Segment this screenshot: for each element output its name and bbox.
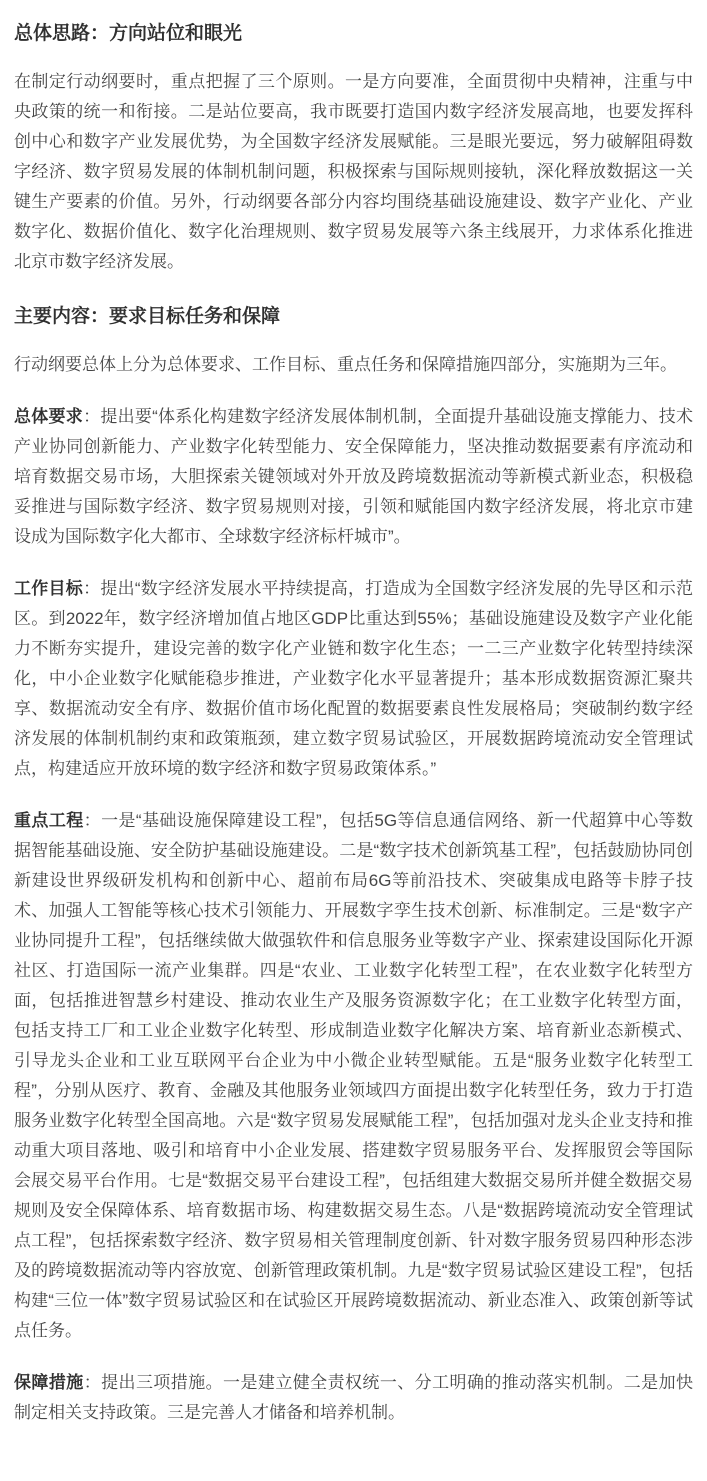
- text-overall-requirements: ：提出要“体系化构建数字经济发展体制机制，全面提升基础设施支撑能力、技术产业协同创新能力、产业数字化转型能力、安全保障能力，坚决推动数据要素有序流动和培育数据交易市场，大胆探索关键领域对外开放及跨境数据流动等新模式新业态，积极稳妥推进与国际数字经济、数字贸易规则对接，引领和赋能国内数字经济发展，将北京市建设成为国际数字化大都市、全球数字经济标杆城市”。: [14, 407, 693, 546]
- paragraph-key-projects: [14, 806, 693, 1346]
- paragraph-outline-structure: 行动纲要总体上分为总体要求、工作目标、重点任务和保障措施四部分，实施期为三年。: [14, 355, 677, 374]
- lead-overall-requirements: 总体要求: [14, 407, 84, 426]
- text-work-goals: ：提出“数字经济发展水平持续提高，打造成为全国数字经济发展的先导区和示范区。到2022年，数字经济增加值占地区GDP比重达到55%；基础设施建设及数字产业化能力不断夯实提升，建设完善的数字化产业链和数字化生态；一二三产业数字化转型持续深化，中小企业数字化赋能稳步推进，产业数字化水平显著提升；基本形成数据资源汇聚共享、数据流动安全有序、数据价值市场化配置的数据要素良性发展格局；突破制约数字经济发展的体制机制约束和政策瓶颈，建立数字贸易试验区，开展数据跨境流动安全管理试点，构建适应开放环境的数字经济和数字贸易政策体系。”: [14, 579, 693, 778]
- lead-work-goals: 工作目标: [14, 579, 84, 598]
- lead-key-projects: 重点工程: [14, 811, 84, 830]
- text-key-projects: ：一是“基础设施保障建设工程”，包括5G等信息通信网络、新一代超算中心等数据智能基础设施、安全防护基础设施建设。二是“数字技术创新筑基工程”，包括鼓励协同创新建设世界级研发机构和创新中心、超前布局6G等前沿技术、突破集成电路等卡脖子技术、加强人工智能等核心技术引领能力、开展数字孪生技术创新、标准制定。三是“数字产业协同提升工程”，包括继续做大做强软件和信息服务业等数字产业、探索建设国际化开源社区、打造国际一流产业集群。四是“农业、工业数字化转型工程”，在农业数字化转型方面，包括推进智慧乡村建设、推动农业生产及服务资源数字化；在工业数字化转型方面，包括支持工厂和工业企业数字化转型、形成制造业数字化解决方案、培育新业态新模式、引导龙头企业和工业互联网平台企业为中小微企业转型赋能。五是“服务业数字化转型工程”，分别从医疗、教育、金融及其他服务业领域四方面提出数字化转型任务，致力于打造服务业数字化转型全国高地。六是“数字贸易发展赋能工程”，包括加强对龙头企业支持和推动重大项目落地、吸引和培育中小企业发展、搭建数字贸易服务平台、发挥服贸会等国际会展交易平台作用。七是“数据交易平台建设工程”，包括组建大数据交易所并健全数据交易规则及安全保障体系、培育数据市场、构建数据交易生态。八是“数据跨境流动安全管理试点工程”，包括探索数字经济、数字贸易相关管理制度创新、针对数字服务贸易四种形态涉及的跨境数据流动等内容放宽、创新管理政策机制。九是“数字贸易试验区建设工程”，包括构建“三位一体”数字贸易试验区和在试验区开展跨境数据流动、新业态准入、政策创新等试点任务。: [14, 811, 694, 1340]
- text-safeguard-measures: ：提出三项措施。一是建立健全责权统一、分工明确的推动落实机制。二是加快制定相关支持政策。三是完善人才储备和培养机制。: [14, 1373, 694, 1422]
- paragraph-work-goals: [14, 574, 693, 784]
- lead-safeguard-measures: 保障措施: [14, 1373, 84, 1392]
- paragraph-overall-requirements: [14, 402, 693, 552]
- paragraph-three-principles: 在制定行动纲要时，重点把握了三个原则。一是方向要准，全面贯彻中央精神，注重与中央政策的统一和衔接。二是站位要高，我市既要打造国内数字经济发展高地，也要发挥科创中心和数字产业发展优势，为全国数字经济发展赋能。三是眼光要远，努力破解阻碍数字经济、数字贸易发展的体制机制问题，积极探索与国际规则接轨，深化释放数据这一关键生产要素的价值。另外，行动纲要各部分内容均围绕基础设施建设、数字产业化、产业数字化、数据价值化、数字化治理规则、数字贸易发展等六条主线展开，力求体系化推进北京市数字经济发展。: [14, 72, 693, 271]
- section-heading-main-content: 主要内容：要求目标任务和保障: [14, 306, 281, 327]
- paragraph-safeguard-measures: [14, 1368, 693, 1428]
- section-heading-overall-approach: 总体思路：方向站位和眼光: [14, 23, 243, 44]
